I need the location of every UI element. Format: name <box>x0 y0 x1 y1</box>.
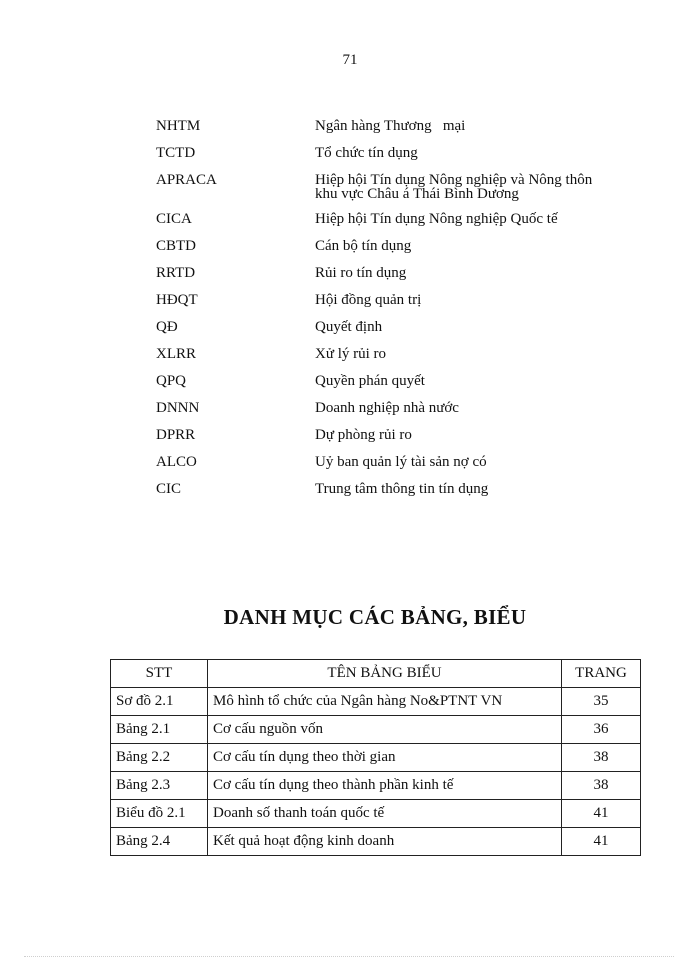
table-row <box>111 800 641 828</box>
abbreviation-code: XLRR <box>156 346 197 362</box>
row-page: 41 <box>562 828 641 856</box>
table-header-row <box>111 660 641 688</box>
tables-list <box>110 659 641 856</box>
abbreviation-row <box>156 145 626 162</box>
table-row <box>111 716 641 744</box>
abbreviation-code: CBTD <box>156 238 197 254</box>
row-name: Doanh số thanh toán quốc tế <box>208 800 562 828</box>
row-page: 41 <box>562 800 641 828</box>
column-header-page: TRANG <box>562 660 641 688</box>
row-stt: Bảng 2.3 <box>111 772 208 800</box>
row-name: Mô hình tổ chức của Ngân hàng No&PTNT VN <box>208 688 562 716</box>
table-row <box>111 688 641 716</box>
row-stt: Bảng 2.1 <box>111 716 208 744</box>
table-row <box>111 772 641 800</box>
abbreviation-row <box>156 238 626 255</box>
abbreviation-row <box>156 400 626 417</box>
abbreviation-row <box>156 454 626 471</box>
abbreviation-code: DNNN <box>156 400 200 416</box>
abbreviation-meaning: Quyết định <box>315 319 383 335</box>
row-page: 38 <box>562 744 641 772</box>
abbreviation-code: CIC <box>156 481 182 497</box>
table-row <box>111 744 641 772</box>
abbreviation-code: HĐQT <box>156 292 198 308</box>
row-page: 36 <box>562 716 641 744</box>
abbreviation-code: QĐ <box>156 319 178 335</box>
row-name: Cơ cấu nguồn vốn <box>208 716 562 744</box>
abbreviation-row <box>156 172 626 201</box>
section-title: DANH MỤC CÁC BẢNG, BIỂU <box>223 605 527 629</box>
abbreviation-row <box>156 118 626 135</box>
abbreviation-meaning: Cán bộ tín dụng <box>315 238 412 254</box>
abbreviation-meaning: Dự phòng rủi ro <box>315 427 412 443</box>
abbreviation-meaning: Hiệp hội Tín dụng Nông nghiệp và Nông thôn khu vực Châu á Thái Bình Dương <box>315 172 593 202</box>
abbreviation-list <box>156 118 626 508</box>
abbreviation-row <box>156 265 626 282</box>
column-header-name: TÊN BẢNG BIỂU <box>208 660 562 688</box>
abbreviation-code: NHTM <box>156 118 201 134</box>
abbreviation-code: CICA <box>156 211 192 227</box>
abbreviation-meaning: Quyền phán quyết <box>315 373 425 389</box>
abbreviation-meaning: Ngân hàng Thương mại <box>315 118 466 134</box>
row-stt: Bảng 2.2 <box>111 744 208 772</box>
abbreviation-code: ALCO <box>156 454 197 470</box>
abbreviation-meaning: Xử lý rủi ro <box>315 346 387 362</box>
abbreviation-row <box>156 427 626 444</box>
row-page: 38 <box>562 772 641 800</box>
row-name: Cơ cấu tín dụng theo thời gian <box>208 744 562 772</box>
row-stt: Sơ đồ 2.1 <box>111 688 208 716</box>
abbreviation-row <box>156 319 626 336</box>
column-header-stt: STT <box>111 660 208 688</box>
abbreviation-meaning: Hội đồng quản trị <box>315 292 422 308</box>
abbreviation-row <box>156 373 626 390</box>
abbreviation-code: APRACA <box>156 172 217 188</box>
row-stt: Biểu đồ 2.1 <box>111 800 208 828</box>
row-page: 35 <box>562 688 641 716</box>
abbreviation-code: RRTD <box>156 265 196 281</box>
row-name: Kết quả hoạt động kinh doanh <box>208 828 562 856</box>
abbreviation-meaning: Rủi ro tín dụng <box>315 265 407 281</box>
table-row <box>111 828 641 856</box>
page-number: 71 <box>342 52 358 68</box>
abbreviation-meaning: Uỷ ban quản lý tài sản nợ có <box>315 454 487 470</box>
page-bottom-divider <box>24 956 674 957</box>
abbreviation-meaning: Doanh nghiệp nhà nước <box>315 400 459 416</box>
row-stt: Bảng 2.4 <box>111 828 208 856</box>
abbreviation-code: QPQ <box>156 373 187 389</box>
abbreviation-code: TCTD <box>156 145 196 161</box>
abbreviation-meaning: Hiệp hội Tín dụng Nông nghiệp Quốc tế <box>315 211 558 227</box>
abbreviation-meaning: Tổ chức tín dụng <box>315 145 418 161</box>
abbreviation-row <box>156 481 626 498</box>
abbreviation-code: DPRR <box>156 427 196 443</box>
abbreviation-meaning: Trung tâm thông tin tín dụng <box>315 481 489 497</box>
abbreviation-row <box>156 292 626 309</box>
abbreviation-row <box>156 346 626 363</box>
row-name: Cơ cấu tín dụng theo thành phần kinh tế <box>208 772 562 800</box>
abbreviation-row <box>156 211 626 228</box>
